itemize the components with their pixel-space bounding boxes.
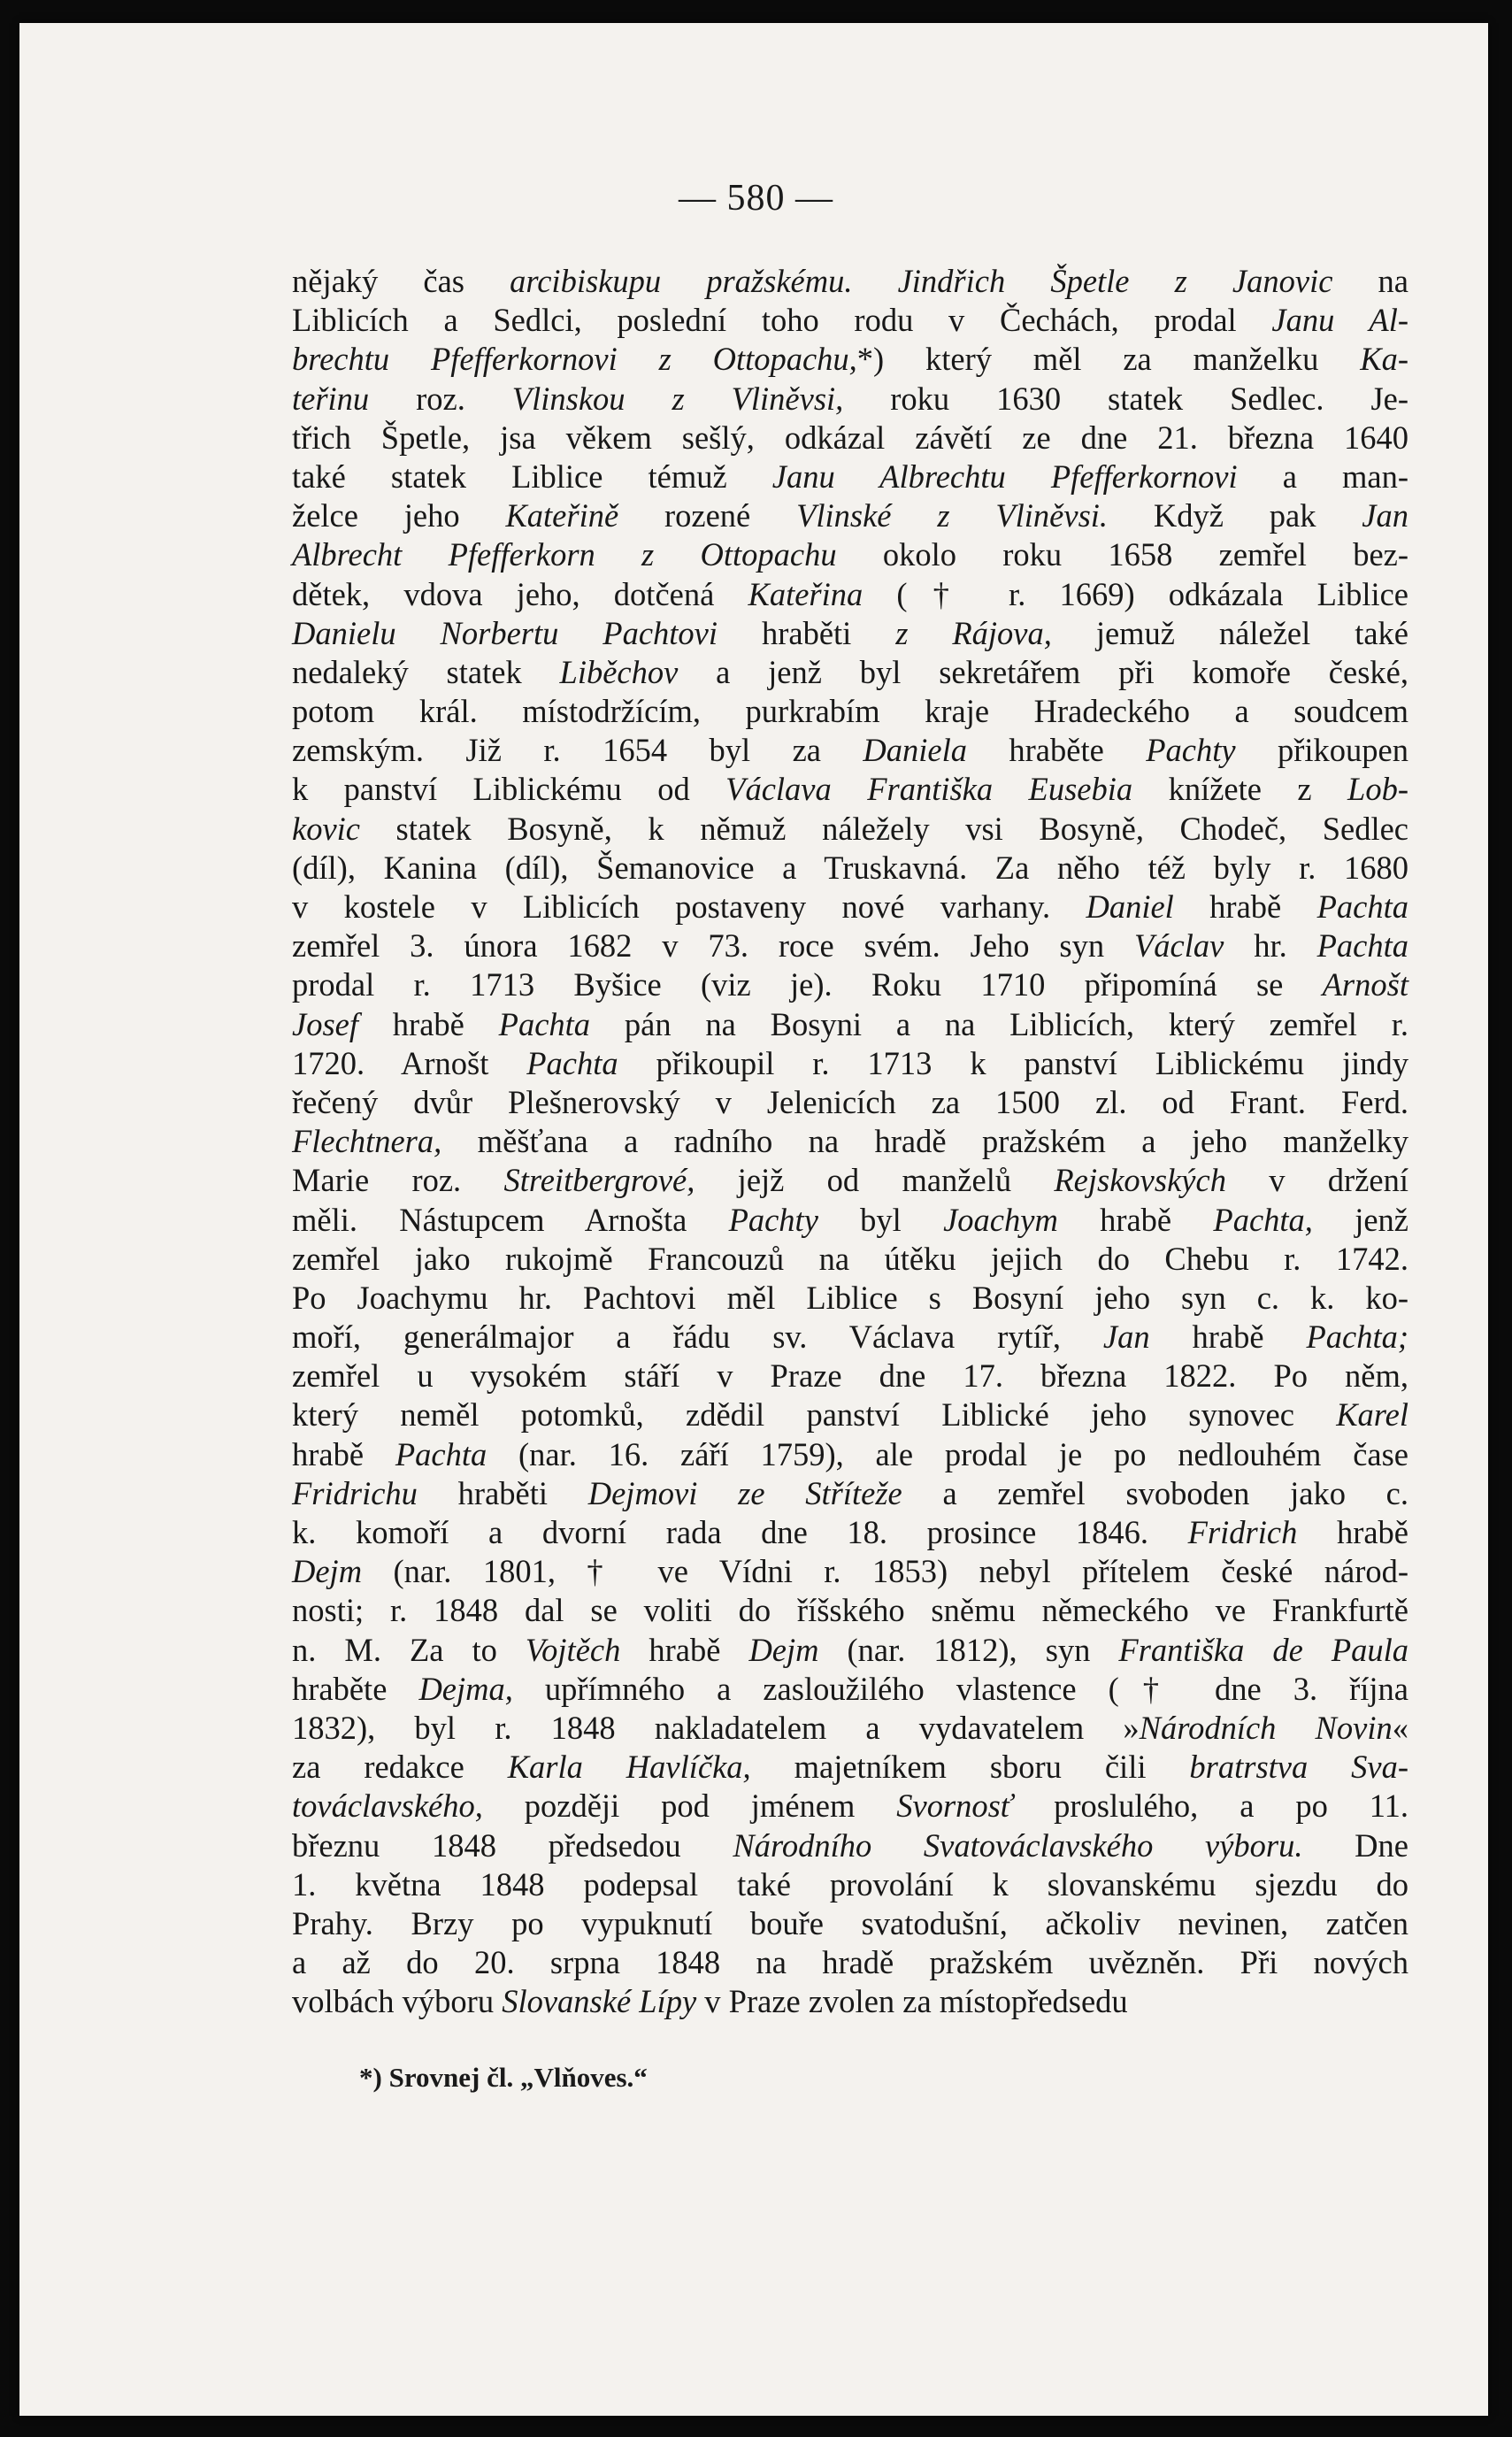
text-line: březnu 1848 předsedou Národního Svatováclavského výboru. Dne (292, 1826, 1408, 1864)
text-line: továclavského, později pod jménem Svornosť proslulého, a po 11. (292, 1787, 1408, 1825)
text-line: Dejm (nar. 1801, † ve Vídni r. 1853) nebyl přítelem české národ- (292, 1553, 1408, 1590)
text-line: Prahy. Brzy po vypuknutí bouře svatodušní, ačkoliv nevinen, zatčen (292, 1904, 1408, 1941)
text-line: Po Joachymu hr. Pachtovi měl Liblice s Bosyní jeho syn c. k. ko- (292, 1279, 1408, 1316)
text-line: Liblicích a Sedlci, poslední toho rodu v Čechách, prodal Janu Al- (292, 302, 1408, 339)
text-line: zemřel 3. února 1682 v 73. roce svém. Jeho syn Václav hr. Pachta (292, 927, 1408, 965)
text-line: zemřel jako rukojmě Francouzů na útěku jejich do Chebu r. 1742. (292, 1240, 1408, 1277)
text-line: nosti; r. 1848 dal se voliti do říšského sněmu německého ve Frankfurtě (292, 1592, 1408, 1629)
text-line: hraběte Dejma, upřímného a zasloužilého vlastence († dne 3. října (292, 1670, 1409, 1707)
text-line: želce jeho Kateřině rozené Vlinské z Vliněvsi. Když pak Jan (292, 497, 1408, 534)
text-line: v kostele v Liblicích postaveny nové varhany. Daniel hrabě Pachta (292, 888, 1408, 925)
text-line: potom král. místodržícím, purkrabím kraje Hradeckého a soudcem (292, 693, 1408, 730)
text-line: n. M. Za to Vojtěch hrabě Dejm (nar. 1812), syn Františka de Paula (292, 1631, 1409, 1668)
body-text (292, 262, 1408, 2021)
text-line: za redakce Karla Havlíčka, majetníkem sboru čili bratrstva Sva- (292, 1749, 1409, 1786)
text-line: nějaký čas arcibiskupu pražskému. Jindřich Špetle z Janovic na (292, 263, 1408, 299)
text-line: Josef hrabě Pachta pán na Bosyni a na Liblicích, který zemřel r. (292, 1005, 1408, 1042)
text-line: hrabě Pachta (nar. 16. září 1759), ale prodal je po nedlouhém čase (292, 1435, 1408, 1472)
text-line: volbách výboru Slovanské Lípy v Praze zvolen za místopředsedu (292, 1983, 1128, 2020)
text-line: prodal r. 1713 Byšice (viz je). Roku 1710 připomíná se Arnošt (292, 966, 1408, 1003)
text-line: který neměl potomků, zdědil panství Liblické jeho synovec Karel (292, 1396, 1408, 1434)
page-number: — 580 — (679, 178, 833, 219)
text-line: nedaleký statek Liběchov a jenž byl sekretářem při komoře české, (292, 653, 1408, 690)
text-line: moří, generálmajor a řádu sv. Václava rytíř, Jan hrabě Pachta; (292, 1318, 1408, 1356)
text-line: dětek, vdova jeho, dotčená Kateřina († r. 1669) odkázala Liblice (292, 575, 1409, 612)
text-line: 1832), byl r. 1848 nakladatelem a vydavatelem »Národních Novin« (292, 1709, 1408, 1746)
text-line: kovic statek Bosyně, k němuž náležely vsi Bosyně, Chodeč, Sedlec (292, 810, 1408, 847)
text-line: zemřel u vysokém stáří v Praze dne 17. března 1822. Po něm, (292, 1357, 1408, 1395)
text-line: 1720. Arnošt Pachta přikoupil r. 1713 k panství Liblickému jindy (292, 1044, 1408, 1081)
text-line: brechtu Pfefferkornovi z Ottopachu,*) který měl za manželku Ka- (292, 341, 1408, 378)
text-line: k. komoří a dvorní rada dne 18. prosince 1846. Fridrich hrabě (292, 1514, 1409, 1550)
text-line: také statek Liblice témuž Janu Albrechtu Pfefferkornovi a man- (292, 457, 1408, 495)
text-line: 1. května 1848 podepsal také provolání k slovanskému sjezdu do (292, 1865, 1408, 1903)
text-line: Danielu Norbertu Pachtovi hraběti z Rájova, jemuž náležel také (292, 614, 1408, 651)
text-line: k panství Liblickému od Václava Františka Eusebia knížete z Lob- (292, 771, 1408, 808)
text-line: Flechtnera, měšťana a radního na hradě pražském a jeho manželky (292, 1123, 1408, 1160)
text-line: řečený dvůr Plešnerovský v Jelenicích za 1500 zl. od Frant. Ferd. (292, 1083, 1408, 1120)
text-line: a až do 20. srpna 1848 na hradě pražském uvězněn. Při nových (292, 1944, 1408, 1981)
text-line: třich Špetle, jsa věkem sešlý, odkázal závětí ze dne 21. března 1640 (292, 419, 1408, 456)
footnote: *) Srovnej čl. „Vlňoves.“ (359, 2062, 648, 2093)
text-line: Fridrichu hraběti Dejmovi ze Stříteže a zemřel svoboden jako c. (292, 1474, 1408, 1511)
text-line: teřinu roz. Vlinskou z Vliněvsi, roku 1630 statek Sedlec. Je- (292, 380, 1409, 417)
text-line: zemským. Již r. 1654 byl za Daniela hraběte Pachty přikoupen (292, 732, 1408, 769)
text-line: (díl), Kanina (díl), Šemanovice a Truskavná. Za něho též byly r. 1680 (292, 849, 1408, 886)
text-line: měli. Nástupcem Arnošta Pachty byl Joachym hrabě Pachta, jenž (292, 1201, 1408, 1238)
text-line: Marie roz. Streitbergrové, jejž od manželů Rejskovských v držení (292, 1162, 1408, 1199)
text-line: Albrecht Pfefferkorn z Ottopachu okolo roku 1658 zemřel bez- (292, 536, 1408, 573)
